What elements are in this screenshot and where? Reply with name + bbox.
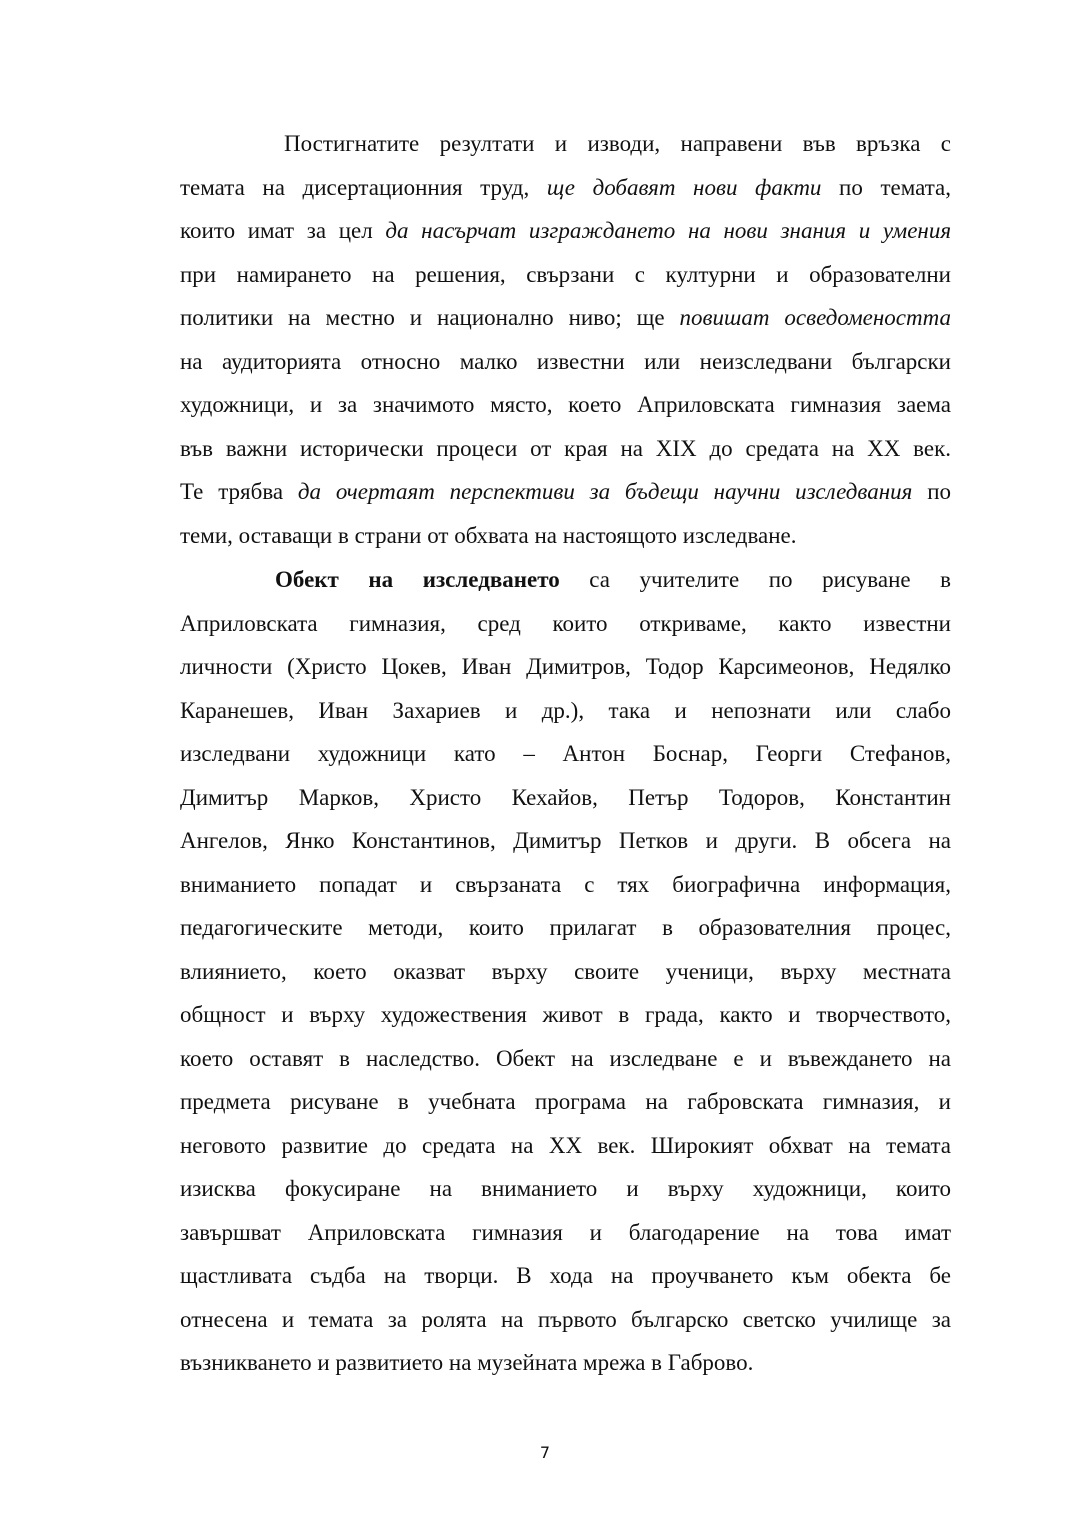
text-span: на аудиторията относно малко известни или неизследвани български	[180, 348, 951, 374]
text-line	[180, 950, 951, 994]
text-span: по	[927, 479, 952, 504]
text-span: завършват Априловската гимназия и благодарение на това имат	[180, 1219, 951, 1245]
text-span: при намирането на решения, свързани с културни и образователни	[180, 261, 951, 287]
text-line	[180, 1080, 951, 1124]
text-line	[180, 1211, 951, 1255]
text-line	[180, 819, 951, 863]
text-line	[180, 863, 951, 907]
text-line	[180, 514, 951, 558]
text-span: Те трябва	[180, 479, 284, 504]
text-line	[180, 166, 951, 210]
italic-emphasis: повишат осведомеността	[679, 305, 951, 330]
text-line	[180, 906, 951, 950]
text-line	[180, 602, 951, 646]
text-span: във важни исторически процеси от края на XIX до средата на XX век.	[180, 435, 951, 461]
text-span: Димитър Марков, Христо Кехайов, Петър Тодоров, Константин	[180, 784, 951, 810]
text-span: Постигнатите резултати и изводи, направени във връзка с	[284, 131, 951, 156]
text-span: Ангелов, Янко Константинов, Димитър Петков и други. В обсега на	[180, 828, 951, 853]
text-line	[180, 732, 951, 776]
text-line	[180, 296, 951, 340]
text-line	[180, 427, 951, 471]
text-line	[180, 1124, 951, 1168]
text-line	[180, 993, 951, 1037]
paragraph-research-object	[180, 558, 951, 1385]
text-span: вниманието попадат и свързаната с тях биографична информация,	[180, 871, 951, 897]
text-line	[180, 1298, 951, 1342]
text-span: неговото развитие до средата на XX век. Широкият обхват на темата	[180, 1132, 951, 1158]
text-span: темата на дисертационния труд,	[180, 174, 530, 200]
text-line	[180, 645, 951, 689]
text-line	[180, 1167, 951, 1211]
text-span: възникването и развитието на музейната мрежа в Габрово.	[180, 1350, 754, 1375]
text-line	[180, 122, 951, 166]
text-span: влиянието, което оказват върху своите ученици, върху местната	[180, 958, 951, 984]
text-span: общност и върху художествения живот в града, както и творчеството,	[180, 1002, 951, 1027]
text-span: щастливата съдба на творци. В хода на проучването към обекта бе	[180, 1263, 951, 1288]
text-line	[180, 340, 951, 384]
text-span: отнесена и темата за ролята на първото българско светско училище за	[180, 1306, 951, 1332]
text-line	[180, 470, 951, 514]
text-line	[180, 1341, 951, 1385]
text-span: изследвани художници като – Антон Боснар, Георги Стефанов,	[180, 741, 951, 766]
text-span: което оставят в наследство. Обект на изследване е и въвеждането на	[180, 1045, 951, 1071]
text-span: политики на местно и национално ниво; ще	[180, 305, 665, 330]
text-line	[180, 1254, 951, 1298]
italic-emphasis: ще добавят нови факти	[546, 174, 822, 200]
text-span: които имат за цел	[180, 218, 373, 243]
text-span: Каранешев, Иван Захариев и др.), така и непознати или слабо	[180, 697, 951, 723]
text-span: педагогическите методи, които прилагат в образователния процес,	[180, 915, 951, 940]
text-line	[180, 209, 951, 253]
text-span: теми, оставащи в страни от обхвата на настоящото изследване.	[180, 522, 797, 548]
text-span: предмета рисуване в учебната програма на габровската гимназия, и	[180, 1089, 951, 1114]
text-line	[180, 253, 951, 297]
text-span: са учителите по рисуване в	[589, 567, 951, 592]
italic-emphasis: да насърчат изграждането на нови знания и умения	[385, 218, 952, 243]
paragraph-results	[180, 122, 951, 557]
text-line	[180, 1037, 951, 1081]
text-span: художници, и за значимото място, което Априловската гимназия заема	[180, 392, 951, 417]
page-number: 7	[539, 1443, 551, 1462]
text-span: изисква фокусиране на вниманието и върху художници, които	[180, 1176, 951, 1201]
text-span: личности (Христо Цокев, Иван Димитров, Тодор Карсимеонов, Недялко	[180, 654, 951, 679]
text-line	[180, 776, 951, 820]
text-line	[180, 689, 951, 733]
text-span: Априловската гимназия, сред които откриваме, както известни	[180, 610, 951, 636]
text-span: по темата,	[839, 174, 952, 200]
text-line	[180, 383, 951, 427]
text-line	[180, 558, 951, 602]
bold-term: Обект на изследването	[275, 567, 560, 592]
italic-emphasis: да очертаят перспективи за бъдещи научни изследвания	[297, 479, 913, 504]
